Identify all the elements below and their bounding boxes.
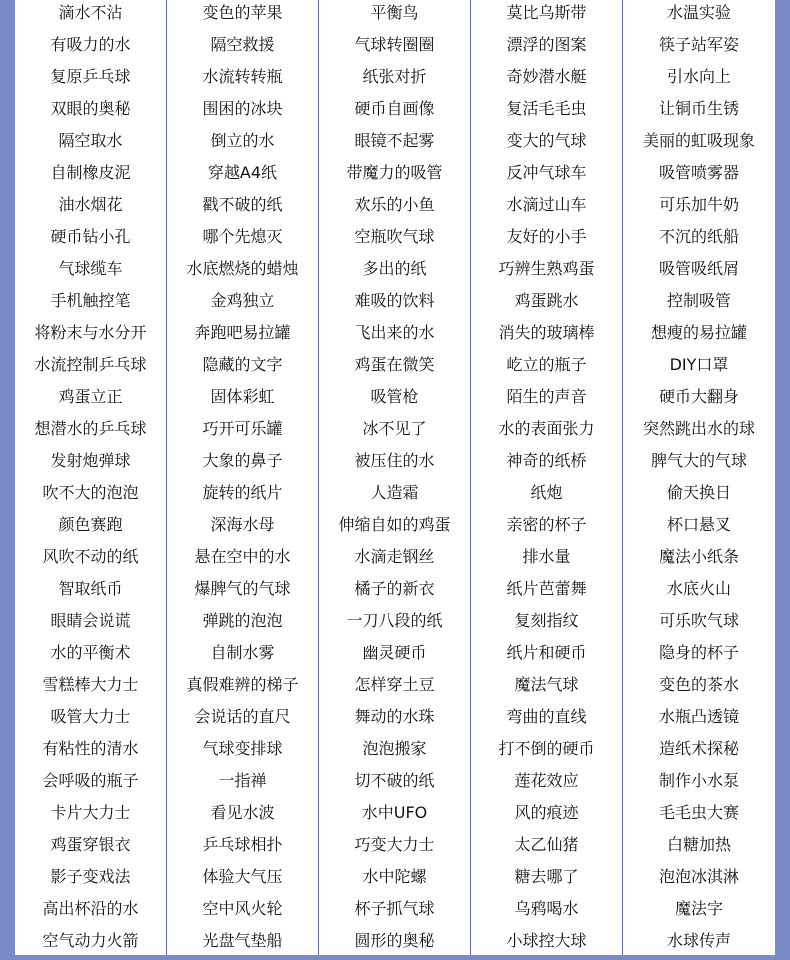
- column-5: [623, 0, 775, 955]
- experiment-name: 突然跳出水的球: [642, 419, 755, 438]
- experiment-name: 毛毛虫大赛: [658, 803, 739, 822]
- experiment-name: 复活毛毛虫: [506, 99, 587, 118]
- experiment-name: 纸张对折: [362, 67, 427, 86]
- experiment-name: 看见水波: [210, 803, 275, 822]
- experiment-name: 爆脾气的气球: [194, 579, 291, 598]
- experiment-name: 让铜币生锈: [658, 99, 739, 118]
- experiment-name: 友好的小手: [506, 227, 587, 246]
- experiment-name: 带魔力的吸管: [346, 163, 443, 182]
- experiment-name: 空瓶吹气球: [354, 227, 435, 246]
- experiment-name: 魔法小纸条: [658, 547, 739, 566]
- experiment-name: 硬币钻小孔: [50, 227, 131, 246]
- experiment-name: 固体彩虹: [210, 387, 275, 406]
- experiment-name: 手机触控笔: [50, 291, 131, 310]
- experiment-name: 打不倒的硬币: [498, 739, 595, 758]
- experiment-name: 橘子的新衣: [354, 579, 435, 598]
- experiment-name: 幽灵硬币: [362, 643, 427, 662]
- experiment-name: 鸡蛋在微笑: [354, 355, 435, 374]
- experiment-name: 纸片和硬币: [506, 643, 587, 662]
- experiment-name: 排水量: [522, 547, 571, 566]
- experiment-name: 复刻指纹: [514, 611, 579, 630]
- experiment-name: 戳不破的纸: [202, 195, 283, 214]
- experiment-name: 脾气大的气球: [650, 451, 747, 470]
- experiment-name: 水中UFO: [361, 803, 428, 822]
- experiment-name: 被压住的水: [354, 451, 435, 470]
- experiment-name: 制作小水泵: [658, 771, 739, 790]
- experiment-name: 自制橡皮泥: [50, 163, 131, 182]
- experiment-name: 筷子站军姿: [658, 35, 739, 54]
- experiment-name: 风的痕迹: [514, 803, 579, 822]
- experiment-name: 奔跑吧易拉罐: [194, 323, 291, 342]
- experiment-name: 引水向上: [666, 67, 731, 86]
- experiment-name: 可乐加牛奶: [658, 195, 739, 214]
- experiment-name: 不沉的纸船: [658, 227, 739, 246]
- experiment-name: 鸡蛋立正: [58, 387, 123, 406]
- experiment-name: 水流转转瓶: [202, 67, 283, 86]
- experiment-name: 水瓶凸透镜: [658, 707, 739, 726]
- experiment-name: 影子变戏法: [50, 867, 131, 886]
- experiment-name: 吹不大的泡泡: [42, 483, 139, 502]
- experiment-name: 空气动力火箭: [42, 931, 139, 950]
- experiment-name: 智取纸币: [58, 579, 123, 598]
- experiment-name: 弯曲的直线: [506, 707, 587, 726]
- experiment-name: 陌生的声音: [506, 387, 587, 406]
- experiment-name: 消失的玻璃棒: [498, 323, 595, 342]
- experiment-name: 平衡鸟: [370, 3, 419, 22]
- experiment-name: 水温实验: [666, 3, 731, 22]
- experiment-name: 围困的冰块: [202, 99, 283, 118]
- experiment-name: 水滴过山车: [506, 195, 587, 214]
- experiment-name: 会呼吸的瓶子: [42, 771, 139, 790]
- experiment-name: 水底火山: [666, 579, 731, 598]
- experiment-name: 怎样穿土豆: [354, 675, 435, 694]
- experiment-name: 复原乒乓球: [50, 67, 131, 86]
- experiment-name: 水中陀螺: [362, 867, 427, 886]
- experiment-name: 隔空救援: [210, 35, 275, 54]
- experiment-name: 人造霜: [370, 483, 419, 502]
- experiment-name: 杯口悬叉: [666, 515, 731, 534]
- experiment-name: 水流控制乒乓球: [34, 355, 147, 374]
- experiment-name: 气球变排球: [202, 739, 283, 758]
- experiment-name: DIY口罩: [669, 355, 729, 374]
- experiment-name: 偷天换日: [666, 483, 731, 502]
- experiment-name: 光盘气垫船: [202, 931, 283, 950]
- experiment-name: 硬币自画像: [354, 99, 435, 118]
- experiment-name: 卡片大力士: [50, 803, 131, 822]
- experiment-name: 小球控大球: [506, 931, 587, 950]
- experiment-name: 金鸡独立: [210, 291, 275, 310]
- experiment-name: 隔空取水: [58, 131, 123, 150]
- experiment-name: 旋转的纸片: [202, 483, 283, 502]
- experiment-name: 鸡蛋跳水: [514, 291, 579, 310]
- experiment-name: 魔法气球: [514, 675, 579, 694]
- experiment-name: 伸缩自如的鸡蛋: [338, 515, 451, 534]
- experiment-name: 将粉末与水分开: [34, 323, 147, 342]
- experiment-name: 双眼的奥秘: [50, 99, 131, 118]
- experiment-name: 乌鸦喝水: [514, 899, 579, 918]
- column-3: [319, 0, 471, 955]
- experiment-name: 圆形的奥秘: [354, 931, 435, 950]
- experiment-name: 纸炮: [530, 483, 563, 502]
- experiment-name: 可乐吹气球: [658, 611, 739, 630]
- experiment-name: 想潜水的乒乓球: [34, 419, 147, 438]
- experiment-name: 巧辨生熟鸡蛋: [498, 259, 595, 278]
- experiment-name: 水的平衡术: [50, 643, 131, 662]
- experiment-name: 巧开可乐罐: [202, 419, 283, 438]
- experiment-name: 会说话的直尺: [194, 707, 291, 726]
- experiment-name: 水滴走钢丝: [354, 547, 435, 566]
- experiment-name: 泡泡冰淇淋: [658, 867, 739, 886]
- experiment-name: 悬在空中的水: [194, 547, 291, 566]
- experiment-name: 倒立的水: [210, 131, 275, 150]
- experiment-name: 吸管吸纸屑: [658, 259, 739, 278]
- experiment-name: 纸片芭蕾舞: [506, 579, 587, 598]
- experiment-name: 飞出来的水: [354, 323, 435, 342]
- experiment-name: 穿越A4纸: [207, 163, 278, 182]
- experiment-name: 一指禅: [218, 771, 267, 790]
- experiment-name: 鸡蛋穿银衣: [50, 835, 131, 854]
- experiment-name: 神奇的纸桥: [506, 451, 587, 470]
- experiment-name: 泡泡搬家: [362, 739, 427, 758]
- experiment-name: 气球转圈圈: [354, 35, 435, 54]
- experiment-name: 水底燃烧的蜡烛: [186, 259, 299, 278]
- experiment-name: 有粘性的清水: [42, 739, 139, 758]
- experiment-name: 反冲气球车: [506, 163, 587, 182]
- experiment-name: 风吹不动的纸: [42, 547, 139, 566]
- experiment-name: 眼镜不起雾: [354, 131, 435, 150]
- experiment-name: 想瘦的易拉罐: [650, 323, 747, 342]
- experiment-name: 莫比乌斯带: [506, 3, 587, 22]
- experiment-name: 亲密的杯子: [506, 515, 587, 534]
- experiment-name: 气球缆车: [58, 259, 123, 278]
- experiment-name: 杯子抓气球: [354, 899, 435, 918]
- column-4: [471, 0, 623, 955]
- experiment-name: 莲花效应: [514, 771, 579, 790]
- experiment-name: 冰不见了: [362, 419, 427, 438]
- experiment-name: 吸管枪: [370, 387, 419, 406]
- experiment-name: 水的表面张力: [498, 419, 595, 438]
- experiment-name: 乒乓球相扑: [202, 835, 283, 854]
- experiment-name: 隐身的杯子: [658, 643, 739, 662]
- experiment-name: 水球传声: [666, 931, 731, 950]
- experiment-name: 弹跳的泡泡: [202, 611, 283, 630]
- experiment-name: 自制水雾: [210, 643, 275, 662]
- column-2: [167, 0, 319, 955]
- experiment-name: 颜色赛跑: [58, 515, 123, 534]
- experiment-name: 巧变大力士: [354, 835, 435, 854]
- experiment-name: 造纸术探秘: [658, 739, 739, 758]
- experiment-name: 欢乐的小鱼: [354, 195, 435, 214]
- experiment-name: 漂浮的图案: [506, 35, 587, 54]
- experiment-name: 深海水母: [210, 515, 275, 534]
- experiment-name: 隐藏的文字: [202, 355, 283, 374]
- experiment-name: 魔法字: [674, 899, 723, 918]
- experiment-name: 美丽的虹吸现象: [642, 131, 755, 150]
- experiment-name: 一刀八段的纸: [346, 611, 443, 630]
- experiment-name: 油水烟花: [58, 195, 123, 214]
- experiment-name: 哪个先熄灭: [202, 227, 283, 246]
- experiment-name: 高出杯沿的水: [42, 899, 139, 918]
- experiment-name: 吸管大力士: [50, 707, 131, 726]
- experiment-name: 白糖加热: [666, 835, 731, 854]
- experiment-name: 有吸力的水: [50, 35, 131, 54]
- experiment-name: 太乙仙猪: [514, 835, 579, 854]
- experiment-name: 难吸的饮料: [354, 291, 435, 310]
- experiment-name: 舞动的水珠: [354, 707, 435, 726]
- experiment-name: 滴水不沾: [58, 3, 123, 22]
- experiment-name: 多出的纸: [362, 259, 427, 278]
- experiment-name: 变色的苹果: [202, 3, 283, 22]
- experiment-name: 空中风火轮: [202, 899, 283, 918]
- experiment-name: 体验大气压: [202, 867, 283, 886]
- experiment-name: 变色的茶水: [658, 675, 739, 694]
- experiment-name: 雪糕棒大力士: [42, 675, 139, 694]
- experiment-name: 发射炮弹球: [50, 451, 131, 470]
- column-1: [15, 0, 167, 955]
- experiment-name: 奇妙潜水艇: [506, 67, 587, 86]
- experiment-name: 眼睛会说谎: [50, 611, 131, 630]
- experiment-list-sheet: [15, 0, 775, 955]
- experiment-name: 变大的气球: [506, 131, 587, 150]
- experiment-name: 控制吸管: [666, 291, 731, 310]
- experiment-name: 糖去哪了: [514, 867, 579, 886]
- experiment-name: 屹立的瓶子: [506, 355, 587, 374]
- experiment-name: 吸管喷雾器: [658, 163, 739, 182]
- experiment-name: 切不破的纸: [354, 771, 435, 790]
- experiment-name: 大象的鼻子: [202, 451, 283, 470]
- experiment-name: 真假难辨的梯子: [186, 675, 299, 694]
- experiment-name: 硬币大翻身: [658, 387, 739, 406]
